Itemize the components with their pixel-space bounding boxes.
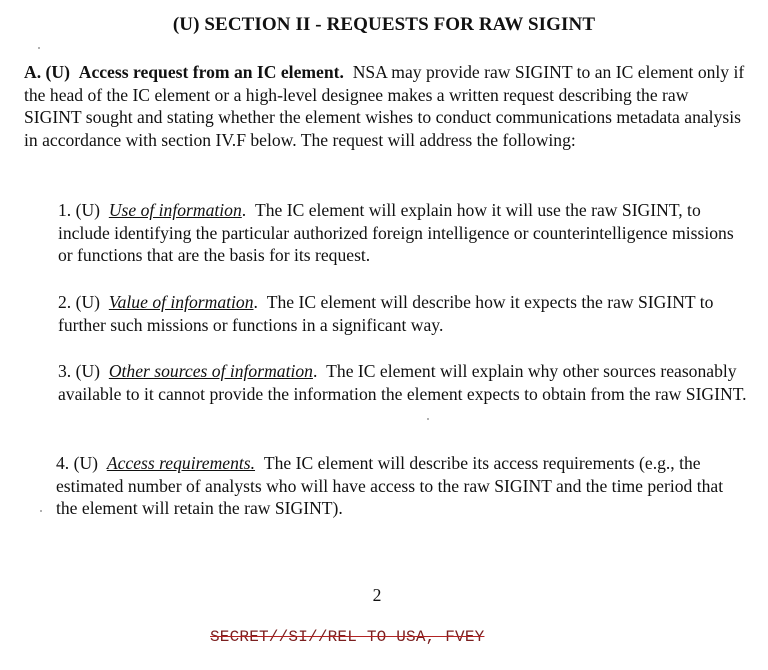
page-number: 2 xyxy=(372,585,382,605)
item-number: 4. (U) xyxy=(56,453,99,473)
scan-speck xyxy=(38,47,40,49)
item-body: The IC element will explain why other sources reasonably available to it cannot provide the information the element expects to obtain from the raw SIGINT. xyxy=(58,361,747,404)
section-a-body: NSA may provide raw SIGINT to an IC element only if the head of the IC element or a high-level designee makes a written request describing the raw SIGINT sought and stating whether the element wishes to conduct communications metadata analysis in accordance with section IV.F below. The request will address the following: xyxy=(24,62,745,150)
scan-speck xyxy=(40,510,42,512)
section-a-label: A. (U) xyxy=(24,62,70,82)
list-item-value-of-information: 2. (U) Value of information. The IC element will describe how it expects the raw SIGINT to further such missions or functions in a significant way. xyxy=(58,292,714,335)
section-title: (U) SECTION II - REQUESTS FOR RAW SIGINT xyxy=(172,14,596,35)
section-a-heading: Access request from an IC element. xyxy=(78,62,344,82)
item-heading: Value of information xyxy=(108,292,254,312)
item-number: 2. (U) xyxy=(58,292,101,312)
list-item-access-requirements xyxy=(56,452,746,520)
item-heading: Use of information xyxy=(108,200,242,220)
item-number: 3. (U) xyxy=(58,361,101,381)
item-heading: Other sources of information xyxy=(108,361,313,381)
list-item-use-of-information: 1. (U) Use of information. The IC element will explain how it will use the raw SIGINT, to include identifying the particular authorized foreign intelligence or counterintelligence missions or functions that are the basis for its request. xyxy=(58,200,734,265)
item-body: The IC element will explain how it will use the raw SIGINT, to include identifying the particular authorized foreign intelligence or counterintelligence missions or functions that are the basis for its request. xyxy=(58,200,734,265)
item-number: 1. (U) xyxy=(58,200,101,220)
list-item-other-sources: 3. (U) Other sources of information. The IC element will explain why other sources reasonably available to it cannot provide the information the element expects to obtain from the raw SIGINT. xyxy=(58,361,747,404)
item-body: The IC element will describe its access requirements (e.g., the estimated number of analysts who will have access to the raw SIGINT and the time period that the element will retain the raw SIGINT). xyxy=(56,453,724,518)
classification-marking: SECRET//SI//REL TO USA, FVEY xyxy=(210,628,485,646)
item-body: The IC element will describe how it expects the raw SIGINT to further such missions or functions in a significant way. xyxy=(58,292,714,335)
item-heading: Access requirements. xyxy=(106,453,256,473)
section-a-paragraph xyxy=(24,61,746,151)
scan-speck xyxy=(427,418,429,420)
